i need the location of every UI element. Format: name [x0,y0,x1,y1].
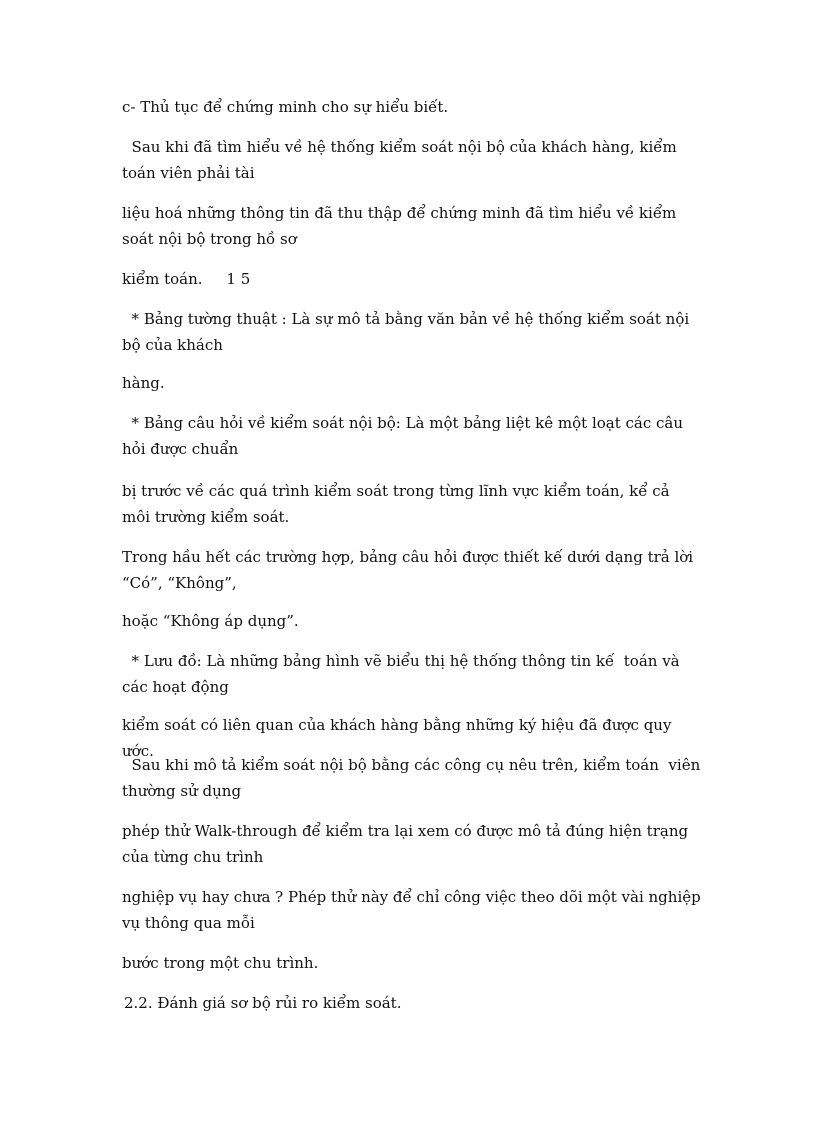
paragraph: hàng. [122,374,165,392]
bullet-paragraph: * Bảng tường thuật : Là sự mô tả bằng văn bản về hệ thống kiểm soát nội bộ của khách [122,310,694,354]
bullet-paragraph: * Lưu đồ: Là những bảng hình vẽ biểu thị hệ thống thông tin kế toán và các hoạt động [122,652,685,696]
paragraph: nghiệp vụ hay chưa ? Phép thử này để chỉ công việc theo dõi một vài nghiệp vụ thông qua mỗi [122,888,701,932]
section-heading: 2.2. Đánh giá sơ bộ rủi ro kiểm soát. [124,994,402,1012]
paragraph: kiểm soát có liên quan của khách hàng bằng những ký hiệu đã được quy ước. [122,716,672,760]
paragraph: Sau khi mô tả kiểm soát nội bộ bằng các công cụ nêu trên, kiểm toán viên thường sử dụng [122,756,706,800]
subsection-title: c- Thủ tục để chứng minh cho sự hiểu biết. [122,98,449,116]
paragraph: kiểm toán. 1 5 [122,270,251,288]
paragraph: phép thử Walk-through để kiểm tra lại xem có được mô tả đúng hiện trạng của từng chu trình [122,822,689,866]
paragraph: liệu hoá những thông tin đã thu thập để chứng minh đã tìm hiểu về kiểm soát nội bộ trong hồ sơ [122,204,677,248]
paragraph: hoặc “Không áp dụng”. [122,612,299,630]
paragraph: bước trong một chu trình. [122,954,319,972]
bullet-paragraph: * Bảng câu hỏi về kiểm soát nội bộ: Là một bảng liệt kê một loạt các câu hỏi được chuẩn [122,414,688,458]
paragraph: Sau khi đã tìm hiểu về hệ thống kiểm soát nội bộ của khách hàng, kiểm toán viên phải tài [122,138,682,182]
paragraph: bị trước về các quá trình kiểm soát trong từng lĩnh vực kiểm toán, kể cả môi trường kiểm soát. [122,482,670,526]
paragraph: Trong hầu hết các trường hợp, bảng câu hỏi được thiết kế dưới dạng trả lời “Có”, “Không”, [122,548,694,592]
